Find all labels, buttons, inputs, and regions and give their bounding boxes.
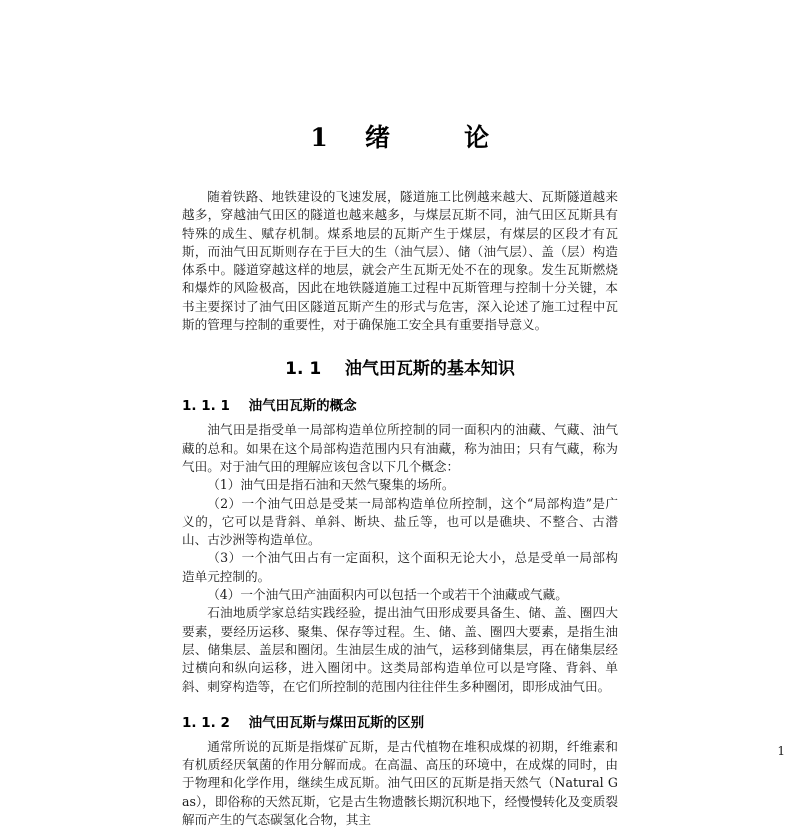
page-number: 1 — [777, 744, 785, 758]
paragraph-item-3: （3）一个油气田占有一定面积，这个面积无论大小，总是受单一局部构造单元控制的。 — [182, 550, 618, 584]
paragraph-difference: 通常所说的瓦斯是指煤矿瓦斯，是古代植物在堆积成煤的初期，纤维素和有机质经厌氧菌的作用分解而成。在高温、高压的环境中，在成煤的同时，由于物理和化学作用，继续生成瓦斯。油气田区的瓦斯是指天然气（Natural Gas），即俗称的天然瓦斯，它是古生物遗骸长期沉积地下，经慢慢转化及变质裂解而产生的气态碳氢化合物，其主 — [182, 738, 618, 828]
paragraph-geology: 石油地质学家总结实践经验，提出油气田形成要具备生、储、盖、圈四大要素，要经历运移、聚集、保存等过程。生、储、盖、圈四大要素，是指生油层、储集层、盖层和圈闭。生油层生成的油气，运移到储集层，再在储集层经过横向和纵向运移，进入圈闭中。这类局部构造单位可以是穹隆、背斜、单斜、刺穿构造等，在它们所控制的范围内往往伴生多种圈闭，即形成油气田。 — [182, 605, 618, 694]
paragraph-item-2: （2）一个油气田总是受某一局部构造单位所控制，这个“局部构造”是广义的，它可以是背斜、单斜、断块、盐丘等，也可以是礁块、不整合、古潜山、古沙洲等构造单位。 — [182, 495, 618, 548]
paragraph-item-4: （4）一个油气田产油面积内可以包括一个或若干个油藏或气藏。 — [207, 587, 568, 603]
section-heading-1-1-2: 1. 1. 2 油气田瓦斯与煤田瓦斯的区别 — [182, 714, 425, 731]
chapter-title: 1 绪 论 — [310, 123, 490, 152]
section-heading-1-1: 1. 1 油气田瓦斯的基本知识 — [285, 359, 515, 380]
section-heading-1-1-1: 1. 1. 1 油气田瓦斯的概念 — [182, 398, 357, 415]
page-content — [182, 96, 618, 829]
paragraph-definition: 油气田是指受单一局部构造单位所控制的同一面积内的油藏、气藏、油气藏的总和。如果在这个局部构造范围内只有油藏，称为油田；只有气藏，称为气田。对于油气田的理解应该包含以下几个概念： — [182, 422, 618, 474]
paragraph-item-1: （1）油气田是指石油和天然气聚集的场所。 — [207, 477, 455, 493]
intro-paragraph: 随着铁路、地铁建设的飞速发展，隧道施工比例越来越大、瓦斯隧道越来越多，穿越油气田区的隧道也越来越多，与煤层瓦斯不同，油气田区瓦斯具有特殊的成生、赋存机制。煤系地层的瓦斯产生于煤层，有煤层的区段才有瓦斯，而油气田瓦斯则存在于巨大的生（油气层）、储（油气层）、盖（层）构造体系中。隧道穿越这样的地层，就会产生瓦斯无处不在的现象。发生瓦斯燃烧和爆炸的风险极高，因此在地铁隧道施工过程中瓦斯管理与控制十分关键，本书主要探讨了油气田区隧道瓦斯产生的形式与危害，深入论述了施工过程中瓦斯的管理与控制的重要性，对于确保施工安全具有重要指导意义。 — [182, 189, 618, 333]
